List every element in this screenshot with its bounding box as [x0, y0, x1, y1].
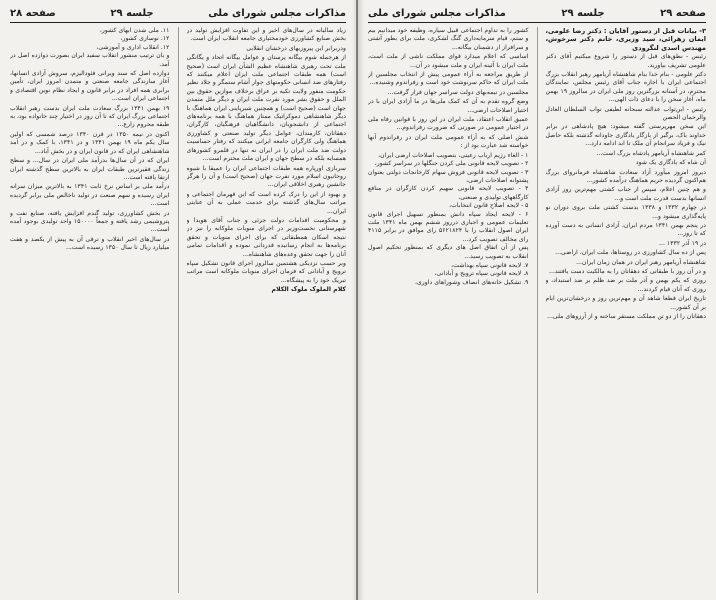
right-header-title: مذاکرات مجلس شورای ملی: [368, 7, 506, 19]
paragraph: کشور را به تداوم اجتماعی قبیل سیاره، وظیفه خود میدانیم بیم و ستم، قیام سرمایه‌داری گنگ لشکری، ملت برای بطور آشتی و سرافراز از دشمنان بیگانه...: [368, 27, 529, 51]
paragraph: از طریق مراجعه به آراء عمومی پیش از انتخاب مجلسین از ملت ایران که حاکم سرنوشت خود است و رفراندوم وشنیده...: [368, 71, 529, 87]
list-item: ۱۲. نوسازی کشور،: [120, 35, 170, 43]
list-item: ۸. لایحه قانونی سپاه ترویج و آبادانی،: [434, 270, 529, 278]
paragraph: از هرجمله شوم بیگانه پرستان و عوامل بیگانه اتحاد و یگانگی ملت تحت رهبری شاهنشاه عظیم الشأن ایران است (صحیح است) همه طبقات اجتماعی ملت ایران اعلام میکنند که رفتارهای ضد انسانی حکومتهای جوار آشام ستمگر و جلاد نظیر حکومت منفور ولایت تکیه بر عراق برخلاف موازین حقوق بین الملل و حقوق بشر مورد نفرت ملت ایران و دیگر ملل متمدن جهان است (صحیح است) و همچنین شیرپاینی ایران هماهنگ با دیگر شاهنشاهی دموکراتیک ممتاز هماهنگ با همه برنامه‌های اجتماعی از دانشجویان، دانشگاهیان فرهنگیان، کارگران، دهقانان، کارمندان، عوامل دیگر تولید صنعتی و کشاورزی هماهنگ ولی کارگران جامعه ایرانی میکنند که رفتار حساسیت دولت ضد ملت ایران را در ایران نه تنها در قلمرو کشورهای همسایه بلکه در سطح جهان و ایران ملت محترم است...: [186, 54, 346, 163]
paragraph: وبر حسب نزدیکی هشتمین سالروز اجرای قانون تشکیل سپاه ترویج و آبادانی که فرمان اجرای منویات ملوکانه است مراتب تبریک خود را به پیشگاه...: [186, 259, 346, 284]
left-header-session: جلسه ۲۹: [110, 7, 154, 19]
paragraph: مجلسین در نیمه‌بهای دولت سراسر جهان قرار گرفت...: [387, 88, 529, 96]
paragraph: و در آن روز با طبقاتی که دهقانان را به مالکیت دست یافتند...: [549, 267, 706, 275]
right-page-right-column: [546, 27, 707, 593]
paragraph: در چهارم ۱۳۳۲ و ۱۳۳۸ بدست کشتی ملت بروی دوران نو پایه‌گذاری میشود و...: [545, 204, 706, 220]
paragraph: و هم چنین اعلام، سپس از جناب کشتی مهم‌ترین روز آزادی انسانها بدست قدرت ملت است و...: [545, 186, 706, 202]
paragraph: تاریخ ایران قطعا شاهد آن و مهم‌ترین روز و درخشان‌ترین ایام بر آن کشور...: [545, 295, 706, 311]
column-divider: [537, 27, 538, 593]
left-page-left-column: [10, 27, 170, 593]
paragraph: در بخش کشاورزی، تولید گندم افزایش یافته، صنایع نفت و پتروشیمی رشد یافته و جمعاً ۱۵۰۰۰۰ واحد تولیدی بوجود آمده است...: [10, 209, 170, 234]
poem-line: آن شاه که یادگاری یک شود: [635, 159, 706, 167]
right-header-page-number: صفحه ۲۹: [660, 7, 706, 19]
paragraph: دهقانان را از دو تن مملکت مستقر ساخته و از آرزوهای ملی...: [547, 313, 706, 320]
right-header-session: جلسه ۲۹: [561, 7, 605, 19]
paragraph: رئیس - نطق‌های قبل از دستور را شروع میکنیم آقای دکتر علومی تشریف بیاورید.: [545, 53, 706, 69]
paragraph: این سخن مهرپرستی گفته میشود: هیچ پادشاهی در برابر خداوند باک، برگیر از بازگار یادگاری جاودانه گذشته بلکه حاصل نیک و فریاد سرانجام آن ملک تا ابد ادامه دارد...: [545, 123, 706, 148]
right-page-columns: [368, 27, 706, 593]
paragraph: در پنجم بهمن ۱۳۴۱ مردم ایران، آزادی انسانی به دست آورده که تا روز...: [545, 221, 706, 238]
left-header-page-number: صفحه ۲۸: [10, 7, 56, 19]
left-header-title: مذاکرات مجلس شورای ملی: [208, 7, 346, 19]
paragraph: در ۱۹ آذر ۱۳۳۲ ...: [659, 239, 706, 247]
paragraph: ودربرابر این پیروزیهای درخشان انقلابی: [246, 44, 346, 52]
list-item: ۵ - لایحه اصلاح قانون انتخابات،: [449, 202, 529, 210]
right-page: [358, 0, 716, 600]
list-item: ۱۱. ملی شدن آبهای کشور،: [99, 27, 170, 34]
right-page-header: [368, 6, 706, 23]
list-item: ۶ - لایحه ایجاد سپاه دانش بمنظور تسهیل اجرای قانون تعلیمات عمومی و اجباری درروز ششم بهمن ماه ۱۳۴۱ ملت ایران اصول انقلاب را با ۵۶۲۱۸۲۴ رای موافق در برابر ۴۱۱۵ رای مخالف تصویب کرد...: [368, 210, 529, 243]
section-heading: ۳- بیانات قبل از دستور آقایان : دکتر رضا علومی، ایمان زهرائی، سید وزیری، خانم دکتر سرخوش، مهندس اسدی لنگرودی: [545, 27, 706, 52]
closing-quote: کلام الملوک ملوک الکلام: [271, 286, 346, 294]
paragraph: پس از آن اتفاق اصل های دیگری که بمنظور تحکیم اصول انقلاب به تصویب رسید...: [368, 244, 529, 260]
paragraph: درآمد ملی بر اساس نرخ ثابت ۱۳۴۱ به بالاترین میزان سرانه ایران رسیده و سهم صنعت در تولید ناخالص ملی برابر گردیده است...: [10, 183, 170, 208]
paragraph: دوازده اصل که سند ویرانی فئودالیزم، سروش آزادی انسانها، آغاز سازندگی جامعه صنعتی و متمدن امروز ایران، تأمین برابری همه افراد در برابر قانون و ایجاد نظام نوین اقتصادی و اجتماعی ایران است...: [10, 70, 170, 103]
paragraph: سربازی اورپاره همه طبقات اجتماعی ایران را عمیقا با شیوه روحانیون اسلام مورد نفرت جهان (صحیح است) و آن را هرگز جانشین رهبری اخلاقی ایران...: [186, 164, 346, 189]
left-page-columns: [10, 27, 346, 593]
paragraph: اکنون در نیمه ۱۳۵۰ در قرن ۱۳۴۰ درصد شمسی که اولین سال یکم ماه ۱۹ بهمن ۱۳۴۱ و در ۱۳۴۱، با کمک و در آمد شاهنشاهی ایران که در قانون ایران و در بخش آباد...: [10, 130, 170, 155]
list-item: ۹. تشکیل خانه‌های انصاف وشوراهای داوری،: [414, 278, 529, 286]
paragraph: و بهبود از این را درک کرده است که این قهرمان اجتماعی و مراتب سال‌های گذشته برای خدمت عملی به آن عنایتی ایران...: [186, 190, 346, 215]
paragraph: در سال‌های اخیر انقلاب و ترقی آن به پیش از یکصد و هفت میلیارد ریال تا سال ۱۳۵۰ رسیده است...: [10, 235, 170, 252]
left-page-header: [10, 6, 346, 23]
paragraph: دیروز امروز میآورد آزاد سعادت شاهنشاه فرمانروای بزرگ هم‌اکنون گردیده حریم هماهنگ درآمده کشور...: [545, 168, 706, 184]
paragraph: زیاد سالیانه در سال‌های اخیر و این تفاوت افزایش تولید در بخش صنایع کشاورزی خودمختیاری جامعه انقلاب ایران است.: [186, 27, 346, 43]
paragraph: و بان ترتیب منشور انقلاب سفید ایران بصورت دوازده اصل در آمد.: [10, 52, 170, 68]
paragraph: کمر شاهنشاه آریامهر پادشاه بزرگ است...: [596, 149, 706, 157]
list-item: ۲ - تصویب لایحه قانونی ملی کردن جنگلها در سراسر کشور،: [374, 160, 529, 168]
paragraph: شش اصلی که به آراء عمومی ملت ایران در رفراندوم آنها خواسته شد عبارت بود از :: [368, 133, 529, 150]
left-page-right-column: [187, 27, 347, 593]
paragraph: ایران که در آن سال‌ها بدرآمد ملی ایران در سال... و سطح زندگی فقیرترین طبقات ایران به بالاترین سطح گذشته ایران ارتقا یافته است...: [10, 157, 170, 181]
column-divider: [178, 27, 179, 593]
list-item: ۷. لایحه قانونی سپاه بهداشت،: [451, 261, 529, 269]
paragraph: عمیق انقلاب اعتقاد، ملت ایران در این روز با قوانین رفاه ملی در اختیار عمومی در صورتی که ضرورت رفراندوم...: [368, 116, 529, 132]
list-item: ۱ - الغاء رژیم ارباب رعیتی، بتصویب اصلاحات ارضی ایران،: [378, 151, 529, 159]
paragraph: دکتر علومی - بنام خدا بنام شاهنشاه آریامهر رهبر انقلاب بزرگ اجتماعی ایران با اجازه جناب آقای رئیس مجلس، نمایندگان محترم، در آستانه بزرگترین روز ملی ایران در سالروز ۱۹ بهمن ماه، آغاز سخن را با دعای ذات الهی...: [545, 71, 706, 104]
list-item: ۱۲. انقلاب اداری و آموزشی،: [96, 43, 170, 51]
paragraph: شاهنشاه آریامهر رهبر ایران در همان زمان ایران...: [576, 258, 706, 266]
paragraph: اساسی که اعلام میدارد قوای مملکت ناشی از ملت است، ملت ایران با آئینه ایران و ملت میشود در آن...: [368, 53, 529, 69]
paragraph: و محکومیت اقدامات دولت جزئی و جناب آقای هویدا و شهرستانی نخست‌وزیر در اجرای منویات ملوکانه را نیز در نتیجه اسکان همطبقاتی که برای اجرای منویات و تحقق برنامه‌ها به انجام رسانیده قدردانی نموده و اقدامات تمامی آنان را جهت تحقق وعده‌های شاهنشاه...: [186, 216, 346, 258]
paragraph: وضع گروه تقدم به آن که کمک ملی‌ها در ما آزادی ایران با در اختیار اصلاحات ارضی...: [368, 98, 529, 114]
paragraph: روزی که یکم بهمن و آذر ملت بر ضد ظلم بر ضد استبداد، و روزی که آنان قیام کردند...: [545, 277, 706, 293]
paragraph: ۱۹ بهمن ۱۳۴۱ بزرگ سعادت ملت ایران بدست رهبر انقلاب اجتماعی بزرگ ایران که تا آن روز در اختیار چند خانواده بود، به طبقه محروم زارع...: [10, 104, 170, 129]
right-page-left-column: [368, 27, 529, 593]
list-item: ۳ - تصویب لایحه قانونی فروش سهام کارخانجات دولتی بعنوان پشتوانه اصلاحات ارضی،: [368, 168, 529, 184]
paragraph: رئیس - ابن‌ثواب عدالته سبحانه لطیفی نواب السلطان العادل والرحمان الحصن: [545, 105, 706, 122]
list-item: ۴ - تصویب لایحه قانونی سهیم کردن کارگران در منافع کارگاههای تولیدی و صنعتی،: [368, 185, 529, 201]
paragraph: پس از ده سال کشاورزی در روستاها، ملت ایران، اراضی...: [555, 249, 706, 257]
